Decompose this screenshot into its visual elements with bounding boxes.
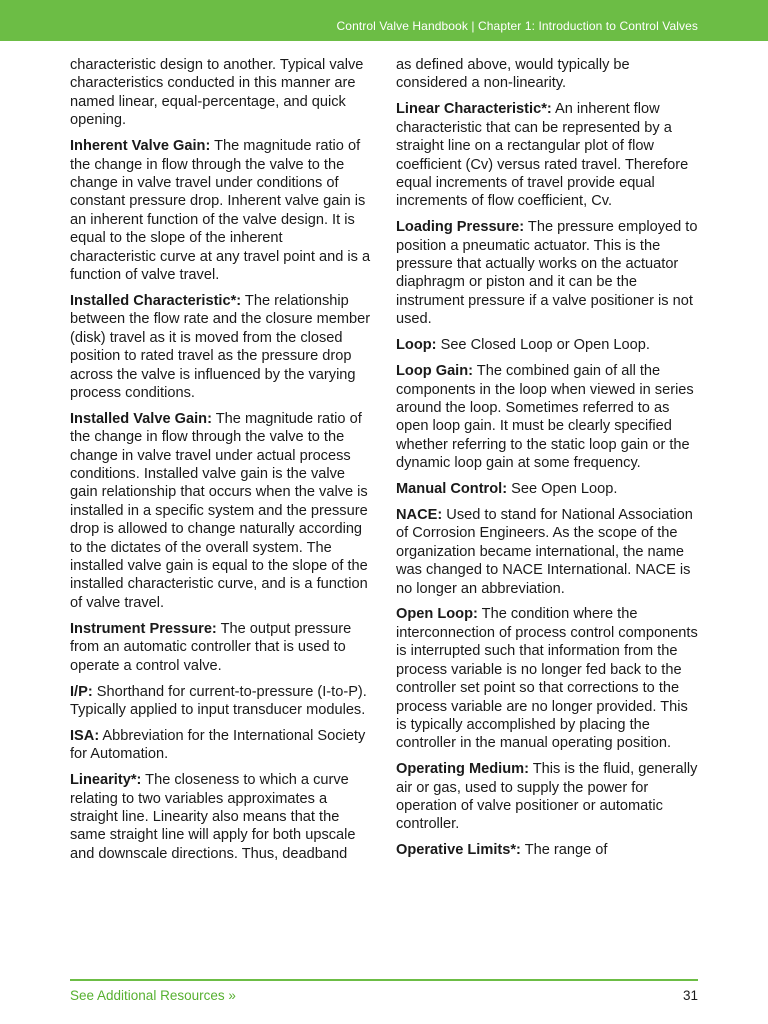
additional-resources-link[interactable]: See Additional Resources » <box>70 988 236 1003</box>
glossary-entry <box>396 506 698 598</box>
glossary-term: Operating Medium: <box>396 761 529 778</box>
glossary-entry <box>70 727 372 764</box>
glossary-term: Linearity*: <box>70 772 142 789</box>
glossary-entry <box>396 100 698 210</box>
glossary-definition: The pressure employed to position a pneumatic actuator. This is the pressure that actually works on the actuator diaphragm or piston and it can be the instrument pressure if a valve positioner is not used. <box>396 219 698 328</box>
glossary-term: Operative Limits*: <box>396 842 521 859</box>
glossary-entry <box>70 771 372 863</box>
glossary-definition: See Open Loop. <box>507 481 618 498</box>
glossary-definition: The range of <box>520 842 608 859</box>
glossary-definition: characteristic design to another. Typical valve characteristics conducted in this manner are named linear, equal-percentage, and quick opening. <box>70 57 364 129</box>
right-column <box>396 56 698 867</box>
glossary-definition: This is the fluid, generally air or gas, used to supply the power for operation of valve positioner or automatic controller. <box>396 761 698 833</box>
glossary-entry <box>396 218 698 328</box>
glossary-term: Open Loop: <box>396 606 478 623</box>
glossary-entry <box>396 760 698 834</box>
glossary-entry <box>70 292 372 402</box>
glossary-term: I/P: <box>70 683 93 700</box>
glossary-term: Linear Characteristic*: <box>396 101 552 118</box>
glossary-term: Loop: <box>396 337 437 354</box>
glossary-term: NACE: <box>396 506 443 523</box>
glossary-entry <box>70 620 372 675</box>
glossary-term: ISA: <box>70 727 100 744</box>
left-column <box>70 56 372 871</box>
glossary-term: Instrument Pressure: <box>70 620 217 637</box>
glossary-term: Loading Pressure: <box>396 219 525 236</box>
glossary-definition: See Closed Loop or Open Loop. <box>436 337 650 354</box>
glossary-term: Loop Gain: <box>396 363 474 380</box>
glossary-definition: The magnitude ratio of the change in flow through the valve to the change in valve travel under actual process conditions. Installed valve gain is the valve gain relationship that occurs when the valve is installed in a specific system and the pressure drop is allowed to change naturally according to the dictates of the overall system. The installed valve gain is equal to the slope of the installed characteristic curve, and is a function of valve travel. <box>70 410 368 611</box>
glossary-definition: The output pressure from an automatic controller that is used to operate a control valve. <box>70 620 352 674</box>
page-number: 31 <box>682 988 698 1003</box>
glossary-entry <box>396 841 698 859</box>
glossary-definition: Shorthand for current-to-pressure (I-to-P). Typically applied to input transducer modules. <box>70 683 367 718</box>
glossary-definition: The condition where the interconnection of process control components is interrupted such that information from the process variable is no longer fed back to the controller set point so that corrections to the process variable are no longer provided. This is typically accomplished by placing the controller in the manual operating position. <box>396 606 698 752</box>
glossary-entry <box>70 683 372 720</box>
glossary-entry <box>70 137 372 284</box>
glossary-term: Installed Characteristic*: <box>70 292 242 309</box>
glossary-entry <box>396 605 698 752</box>
glossary-term: Inherent Valve Gain: <box>70 138 211 155</box>
glossary-entry <box>396 480 698 498</box>
footer-divider <box>70 979 698 981</box>
header-bar <box>0 0 768 41</box>
glossary-definition: Abbreviation for the International Society for Automation. <box>70 727 366 763</box>
glossary-definition: The combined gain of all the components in the loop when viewed in series around the loop. Sometimes referred to as open loop gain. It must be clearly specified whether referring to the static loop gain or the dynamic loop gain at some frequency. <box>396 363 694 472</box>
glossary-definition: Used to stand for National Association of Corrosion Engineers. As the scope of the organization became international, the name was changed to NACE International. NACE is no longer an abbreviation. <box>396 506 693 597</box>
glossary-definition: The magnitude ratio of the change in flow through the valve to the change in valve travel under conditions of constant pressure drop. Inherent valve gain is an inherent function of the valve design. It is equal to the slope of the inherent characteristic curve at any travel point and is a function of valve travel. <box>70 138 371 283</box>
glossary-entry <box>396 362 698 472</box>
running-header: Control Valve Handbook | Chapter 1: Introduction to Control Valves <box>336 19 698 33</box>
glossary-term: Manual Control: <box>396 481 508 498</box>
glossary-definition: The closeness to which a curve relating to two variables approximates a straight line. Linearity also means that the same straight line will apply for both upscale and downscale directions. Thus, deadband <box>70 772 356 862</box>
glossary-term: Installed Valve Gain: <box>70 410 212 427</box>
glossary-entry <box>70 410 372 612</box>
glossary-definition: An inherent flow characteristic that can be represented by a straight line on a rectangular plot of flow coefficient (Cv) versus rated travel. Therefore equal increments of travel provide equal increments of flow coefficient, Cv. <box>396 101 689 210</box>
glossary-definition: as defined above, would typically be considered a non-linearity. <box>396 57 630 92</box>
glossary-entry <box>396 56 698 93</box>
glossary-entry <box>396 336 698 354</box>
glossary-entry <box>70 56 372 130</box>
glossary-definition: The relationship between the flow rate and the closure member (disk) travel as it is moved from the closed position to rated travel as the pressure drop across the valve is influenced by the varying process conditions. <box>70 292 371 401</box>
